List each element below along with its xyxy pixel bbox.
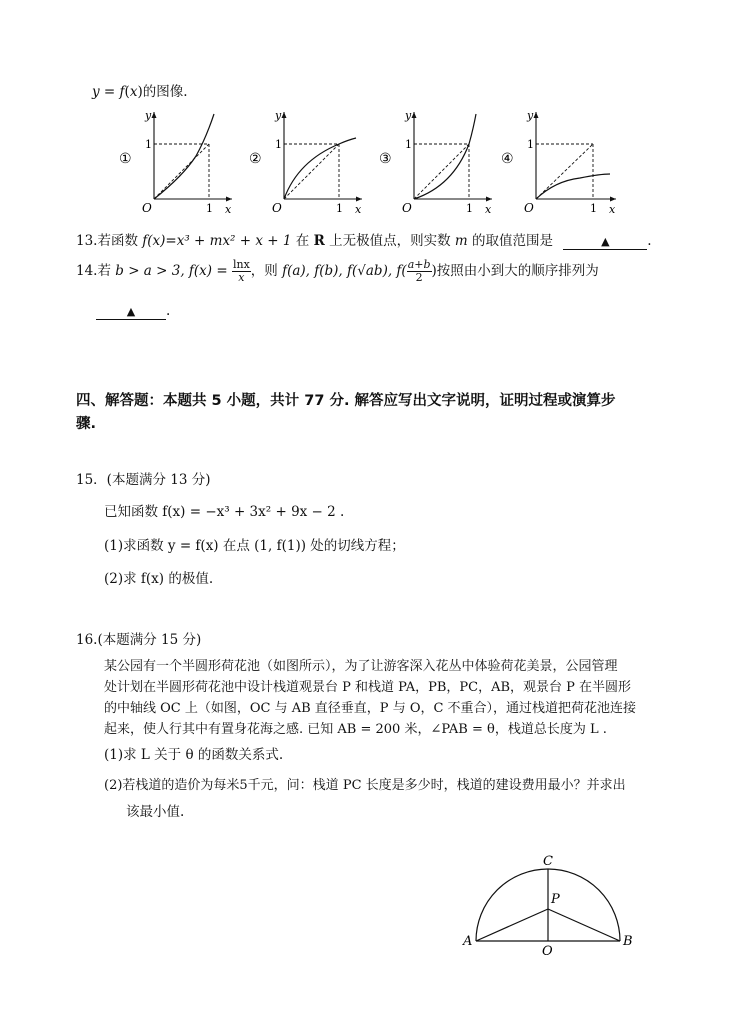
graph-2-label: ②: [249, 151, 262, 167]
q13-prefix: 13.若函数: [76, 233, 143, 249]
q14-blank-marker: ▲: [126, 305, 136, 318]
section-4-heading: 四、解答题：本题共 5 小题，共计 77 分. 解答应写出文字说明，证明过程或演算步: [76, 393, 616, 409]
graph-1-x: x: [225, 203, 232, 216]
figure-label-o: O: [542, 944, 553, 959]
graph-3-one-y: 1: [405, 138, 412, 151]
question-13: [76, 229, 652, 250]
graph-1-label: ①: [119, 151, 132, 167]
section-4-heading-cont: 骤.: [76, 416, 97, 432]
q14-frac2-den: 2: [415, 271, 423, 284]
graph-3: [378, 106, 496, 218]
q13-blank-marker: ▲: [601, 235, 610, 248]
q15-given: 已知函数 f(x) = −x³ + 3x² + 9x − 2 .: [104, 504, 345, 520]
graph-3-one-x: 1: [466, 202, 473, 215]
graph-3-y: y: [405, 109, 412, 122]
q14-prefix: 14.若: [76, 263, 116, 279]
q14-fraction-2: [407, 259, 432, 284]
graph-1-origin: O: [142, 201, 152, 215]
q15-part-2: (2)求 f(x) 的极值.: [104, 571, 214, 587]
graph-1-one-y: 1: [145, 138, 152, 151]
graph-2-y: y: [275, 109, 282, 122]
q14-text2: ，则: [250, 263, 283, 279]
q16-part-2-cont: 该最小值.: [126, 804, 185, 820]
q14-frac-num: lnx: [232, 258, 250, 271]
q14-answer-line: [96, 303, 170, 320]
graph-4-one-x: 1: [590, 202, 597, 215]
q13-text2: 上无极值点，则实数: [324, 233, 455, 249]
q14-end: .: [166, 303, 171, 319]
q13-func: f(x)=x³ + mx² + x + 1: [142, 233, 292, 249]
q14-fraction: [232, 259, 251, 284]
q14-frac-den: x: [238, 271, 245, 284]
q14-vals: f(a), f(b), f(: [282, 263, 358, 279]
q16-part-1: (1)求 L 关于 θ 的函数关系式.: [104, 747, 284, 763]
q13-text3: 的取值范围是: [467, 233, 553, 249]
q13-mid: 在: [291, 233, 314, 249]
q15-header: 15．(本题满分 13 分): [76, 472, 211, 488]
graph-4-label: ④: [501, 151, 514, 167]
graph-4-y: y: [527, 109, 534, 122]
graph-4: [500, 106, 620, 218]
caption-x: x: [129, 84, 138, 100]
q14-frac2-num: a+b: [407, 258, 431, 271]
figure-label-a: A: [463, 934, 473, 949]
graph-2-origin: O: [272, 201, 282, 215]
graph-2-one-y: 1: [275, 138, 282, 151]
graph-4-origin: O: [524, 201, 534, 215]
semicircle-figure: [456, 848, 646, 960]
top-caption: y = f(x)的图像.: [92, 84, 188, 100]
caption-f: f: [119, 84, 125, 100]
graph-3-origin: O: [402, 201, 412, 215]
q13-real-set: R: [313, 233, 325, 249]
q13-m: m: [454, 233, 468, 249]
graph-2-one-x: 1: [336, 202, 343, 215]
graph-3-label: ③: [379, 151, 392, 167]
graph-4-x: x: [609, 203, 616, 216]
graph-3-x: x: [485, 203, 492, 216]
graph-1-y: y: [145, 109, 152, 122]
graph-4-one-y: 1: [527, 138, 534, 151]
q16-header: 16.(本题满分 15 分): [76, 632, 202, 648]
q14-vals2: ), f(: [382, 263, 407, 279]
q16-para-line-2: 处计划在半圆形荷花池中设计栈道观景台 P 和栈道 PA，PB，PC，AB，观景台 P 在半圆形: [104, 680, 632, 695]
graph-2-x: x: [355, 203, 362, 216]
question-14: [76, 259, 599, 284]
q13-end: .: [647, 233, 652, 249]
q14-text3: )按照由小到大的顺序排列为: [431, 263, 599, 279]
caption-eq: =: [99, 84, 120, 100]
q16-para-line-4: 起来，使人行其中有置身花海之感. 已知 AB = 200 米，∠PAB = θ，栈道总长度为 L .: [104, 722, 607, 737]
q14-cond: b > a > 3, f(x) =: [115, 263, 232, 279]
figure-label-c: C: [543, 854, 553, 869]
caption-suffix: 的图像.: [142, 84, 188, 100]
q14-answer-blank[interactable]: [96, 304, 166, 320]
graph-1-one-x: 1: [206, 202, 213, 215]
q16-part-2: (2)若栈道的造价为每米5千元，问：栈道 PC 长度是多少时，栈道的建设费用最小？并求出: [104, 778, 626, 793]
q13-answer-blank[interactable]: [563, 234, 647, 250]
q16-para-line-1: 某公园有一个半圆形荷花池（如图所示），为了让游客深入花丛中体验荷花美景，公园管理: [104, 659, 618, 674]
figure-label-b: B: [623, 934, 633, 949]
figure-label-p: P: [551, 892, 560, 907]
q14-sqrt: √ab: [357, 263, 383, 279]
graph-2: [248, 106, 366, 218]
q16-para-line-3: 的中轴线 OC 上（如图，OC 与 AB 直径垂直，P 与 O，C 不重合），通过栈道把荷花池连接: [104, 701, 637, 716]
caption-lhs: y: [92, 84, 100, 100]
graph-1: [118, 106, 236, 218]
q15-part-1: (1)求函数 y = f(x) 在点 (1, f(1)) 处的切线方程；: [104, 538, 405, 554]
